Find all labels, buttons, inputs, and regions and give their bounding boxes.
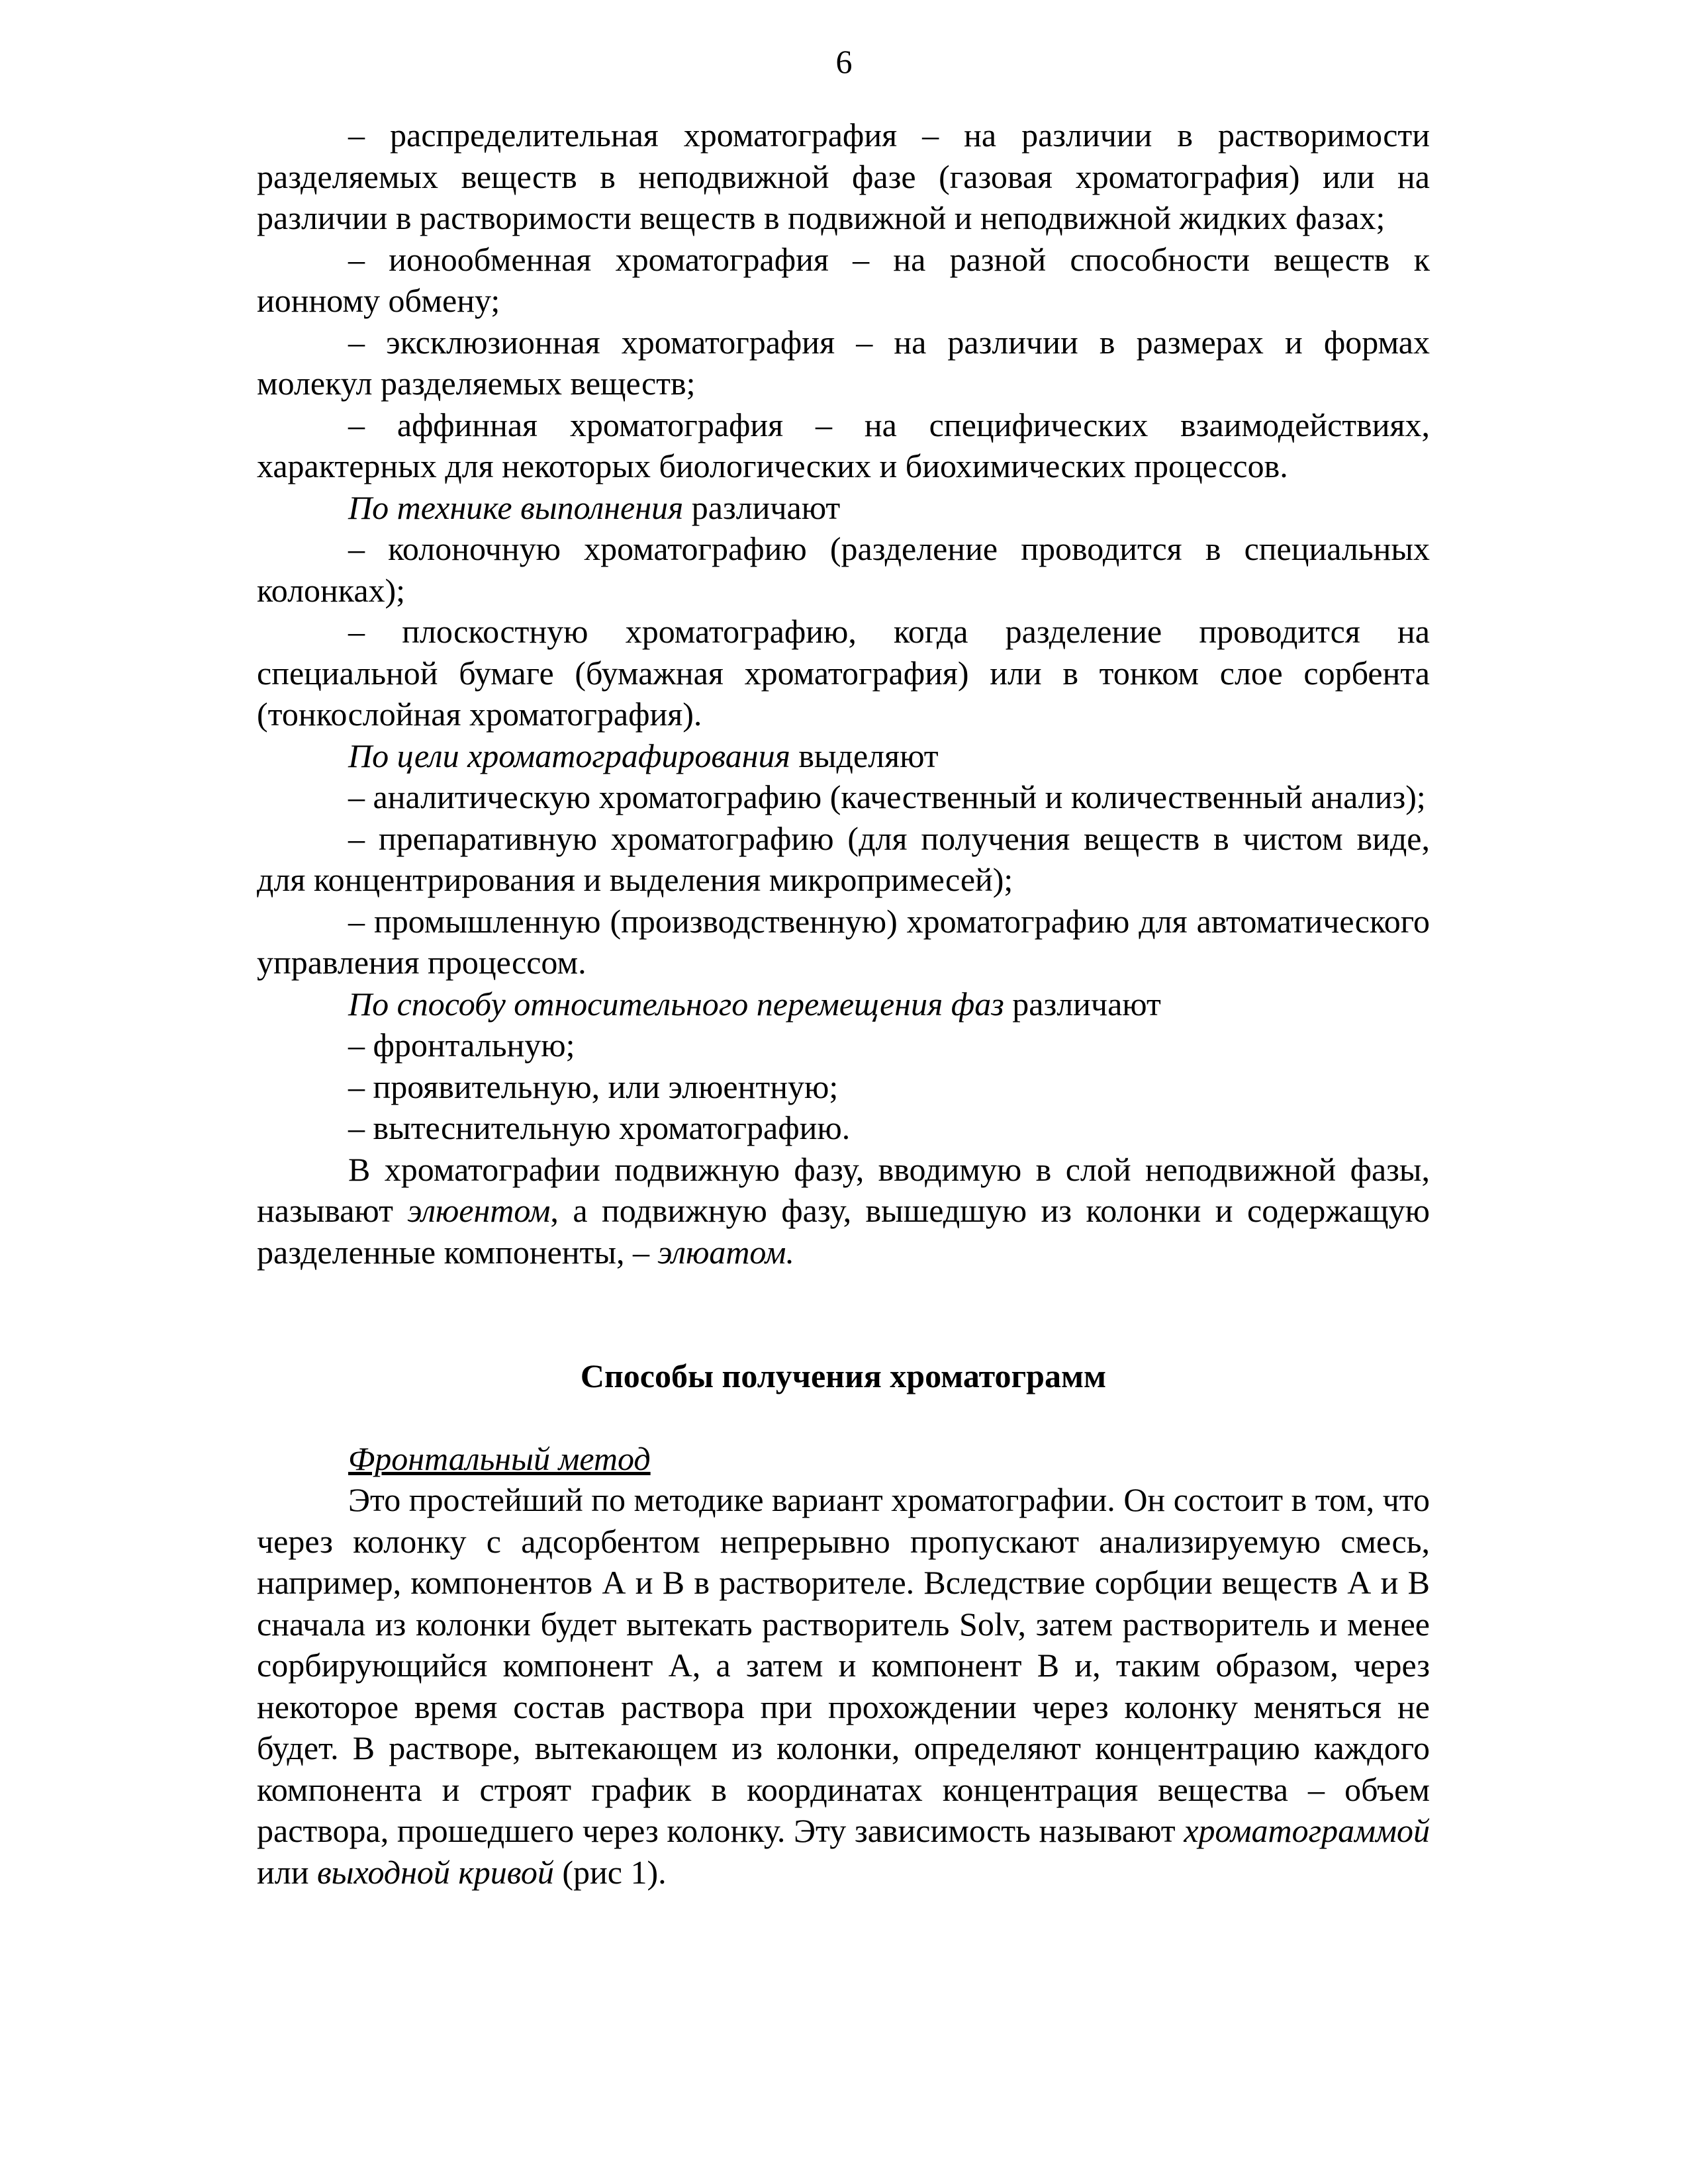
by-technique-rest: различают bbox=[683, 488, 841, 526]
frontal-body-a: Это простейший по методике вариант хроматографии. Он состоит в том, что через колонку с адсорбентом непрерывно пропускают анализируемую смесь, например, компонентов А и В в растворителе. Вследствие сорбции веществ А и В сначала из колонки будет вытекать растворитель Solv, затем растворитель и менее сорбирующийся компонент А, а затем и компонент В и, таким образом, через некоторое время состав раствора при прохождении через колонку меняться не будет. В растворе, вытекающем из колонки, определяют концентрацию каждого компонента и строят график в координатах концентрация вещества – объем раствора, прошедшего через колонку. Эту зависимость называют bbox=[257, 1481, 1430, 1849]
frontal-body-e: (рис 1). bbox=[553, 1853, 667, 1891]
frontal-body-c: или bbox=[257, 1853, 317, 1891]
paragraph-exclusion: – эксклюзионная хроматография – на различии в размерах и формах молекул разделяемых веществ; bbox=[257, 323, 1430, 402]
paragraph-by-technique bbox=[257, 487, 1430, 529]
eluent-text-a: В хроматографии подвижную фазу, вводимую в слой неподвижной фазы, называют bbox=[257, 1150, 1430, 1229]
section-heading: Способы получения хроматограмм bbox=[580, 1357, 1107, 1394]
paragraph-frontal: – фронтальную; bbox=[348, 1026, 575, 1064]
paragraph-preparative: – препаративную хроматографию (для получения веществ в чистом виде, для концентрирования и выделения микропримесей); bbox=[257, 819, 1430, 898]
paragraph-ion-exchange: – ионообменная хроматография – на разной способности веществ к ионному обмену; bbox=[257, 240, 1430, 319]
paragraph-by-purpose bbox=[257, 735, 1430, 777]
paragraph-eluent-definition bbox=[257, 1149, 1430, 1273]
page-number: 6 bbox=[835, 43, 853, 80]
eluate-term: элюатом. bbox=[657, 1233, 794, 1271]
paragraph-industrial: – промышленную (производственную) хроматографию для автоматического управления процессом. bbox=[257, 902, 1430, 981]
paragraph-column: – колоночную хроматографию (разделение проводится в специальных колонках); bbox=[257, 530, 1430, 609]
by-purpose-rest: выделяют bbox=[790, 737, 939, 774]
paragraph-distribution-chromatography: – распределительная хроматография – на различии в растворимости разделяемых веществ в неподвижной фазе (газовая хроматография) или на различии в растворимости веществ в подвижной и неподвижной жидких фазах; bbox=[257, 116, 1430, 236]
by-purpose-italic: По цели хроматографирования bbox=[348, 737, 790, 774]
output-curve-term: выходной кривой bbox=[316, 1853, 554, 1891]
frontal-method-title: Фронтальный метод bbox=[348, 1439, 651, 1477]
eluent-text-c: , а подвижную фазу, вышедшую из колонки и содержащую разделенные компоненты, – bbox=[257, 1192, 1430, 1271]
paragraph-elution: – проявительную, или элюентную; bbox=[348, 1068, 839, 1105]
paragraph-affinity: – аффинная хроматография – на специфических взаимодействиях, характерных для некоторых биологических и биохимических процессов. bbox=[257, 406, 1430, 484]
paragraph-by-phase-movement bbox=[257, 983, 1430, 1025]
chromatogram-term: хроматограммой bbox=[1184, 1812, 1430, 1849]
by-phase-movement-rest: различают bbox=[1004, 985, 1161, 1023]
page-body bbox=[257, 114, 1430, 1893]
paragraph-planar: – плоскостную хроматографию, когда разделение проводится на специальной бумаге (бумажная хроматография) или в тонком слое сорбента (тонкослойная хроматография). bbox=[257, 613, 1430, 733]
paragraph-frontal-method-body bbox=[257, 1479, 1430, 1893]
subheading-frontal-method bbox=[257, 1438, 1430, 1480]
paragraph-analytical: – аналитическую хроматографию (качественный и количественный анализ); bbox=[348, 778, 1426, 815]
by-phase-movement-italic: По способу относительного перемещения фаз bbox=[348, 985, 1004, 1023]
eluent-term: элюентом bbox=[407, 1192, 551, 1229]
by-technique-italic: По технике выполнения bbox=[348, 488, 684, 526]
paragraph-displacement: – вытеснительную хроматографию. bbox=[348, 1109, 851, 1146]
